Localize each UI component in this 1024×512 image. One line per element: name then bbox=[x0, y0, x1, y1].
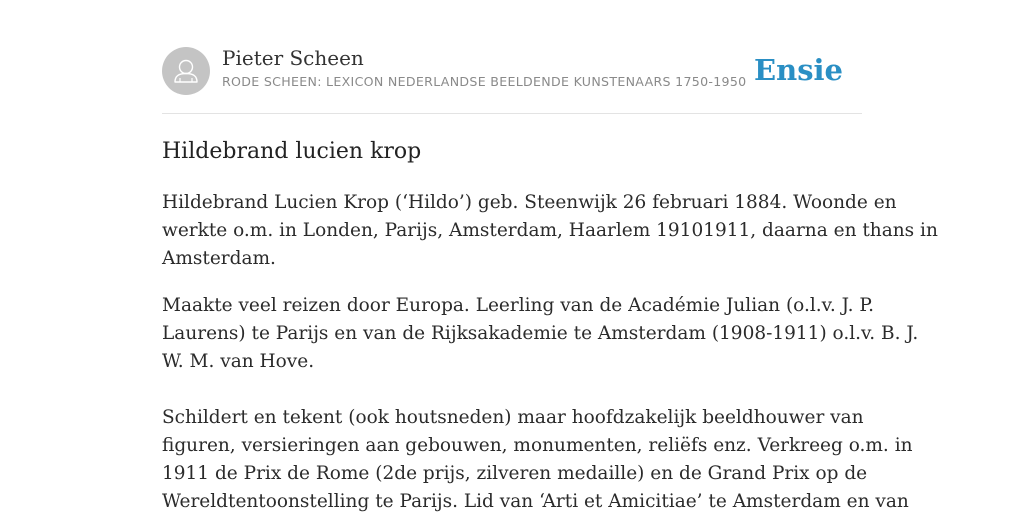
author-name[interactable]: Pieter Scheen bbox=[222, 46, 364, 70]
paragraph-1-line-1: Hildebrand Lucien Krop (‘Hildo’) geb. Steenwijk 26 februari 1884. Woonde en bbox=[162, 192, 897, 213]
ensie-logo-link[interactable]: Ensie bbox=[754, 53, 843, 87]
paragraph-spacer bbox=[162, 376, 862, 404]
paragraph-2-line-3: W. M. van Hove. bbox=[162, 351, 315, 372]
paragraph-2-line-2: Laurens) te Parijs en van de Rijksakademie te Amsterdam (1908-1911) o.l.v. B. J. bbox=[162, 323, 919, 344]
article-title: Hildebrand lucien krop bbox=[162, 139, 422, 164]
paragraph-3-line-1: Schildert en tekent (ook houtsneden) maar hoofdzakelijk beeldhouwer van bbox=[162, 407, 864, 428]
article-body bbox=[162, 189, 938, 512]
paragraph-3-line-4: Wereldtentoonstelling te Parijs. Lid van ‘Arti et Amicitiae’ te Amsterdam en van bbox=[162, 491, 909, 512]
paragraph-1-line-3: Amsterdam. bbox=[162, 248, 276, 269]
paragraph-2-line-1: Maakte veel reizen door Europa. Leerling van de Académie Julian (o.l.v. J. P. bbox=[162, 295, 875, 316]
paragraph-1-line-2: werkte o.m. in Londen, Parijs, Amsterdam, Haarlem 19101911, daarna en thans in bbox=[162, 220, 938, 241]
paragraph-3-line-3: 1911 de Prix de Rome (2de prijs, zilveren medaille) en de Grand Prix op de bbox=[162, 463, 868, 484]
paragraph-3-line-2: figuren, versieringen aan gebouwen, monumenten, reliëfs enz. Verkreeg o.m. in bbox=[162, 435, 913, 456]
author-avatar[interactable] bbox=[162, 47, 210, 95]
article-header bbox=[162, 46, 862, 96]
paragraph-spacer bbox=[162, 273, 862, 292]
source-title[interactable]: RODE SCHEEN: LEXICON NEDERLANDSE BEELDENDE KUNSTENAARS 1750-1950 bbox=[222, 74, 747, 89]
user-placeholder-icon bbox=[162, 47, 210, 95]
header-divider bbox=[162, 113, 862, 114]
